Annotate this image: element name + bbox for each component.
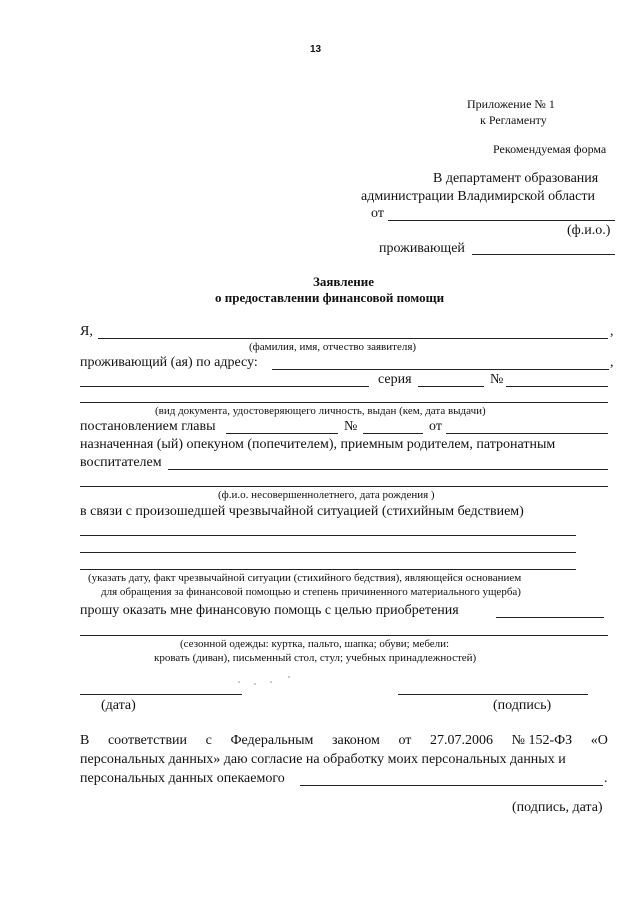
addressee-line-2: администрации Владимирской области xyxy=(361,189,595,204)
address-line xyxy=(272,369,609,370)
page-number: 13 xyxy=(310,44,322,55)
request-text: прошу оказать мне финансовую помощь с целью приобретения xyxy=(80,603,459,618)
educator-label: воспитателем xyxy=(80,455,162,470)
residing-label: проживающей xyxy=(379,241,465,256)
fio-hint: (ф.и.о.) xyxy=(567,223,611,238)
consent-word: В xyxy=(80,733,90,748)
consent-word: «О xyxy=(590,733,608,748)
emergency-line-1 xyxy=(80,535,576,536)
consent-word: от xyxy=(398,733,412,748)
consent-word: с xyxy=(205,733,212,748)
signature-line xyxy=(398,694,588,695)
items-line xyxy=(80,635,608,636)
form-subtitle: о предоставлении финансовой помощи xyxy=(215,290,445,305)
i-comma: , xyxy=(610,324,614,339)
decree-label: постановлением главы xyxy=(80,419,216,434)
decree-number-line xyxy=(363,433,423,434)
residing-line xyxy=(472,254,615,255)
document-hint: (вид документа, удостоверяющего личность, выдан (кем, дата выдачи) xyxy=(155,405,486,417)
form-title: Заявление xyxy=(313,274,375,289)
i-label: Я, xyxy=(80,324,93,339)
name-hint: (фамилия, имя, отчество заявителя) xyxy=(249,341,417,353)
address-line-2 xyxy=(80,386,369,387)
consent-line-2: персональных данных» даю согласие на обработку моих персональных данных и xyxy=(80,752,566,767)
address-label: проживающий (ая) по адресу: xyxy=(80,355,258,370)
regulation-label: к Регламенту xyxy=(480,113,547,127)
request-line xyxy=(496,617,604,618)
addressee-line-1: В департамент образования xyxy=(433,171,599,186)
consent-word: 27.07.2006 xyxy=(430,733,493,748)
consent-word: законом xyxy=(331,733,380,748)
consent-word: соответствии xyxy=(107,733,188,748)
educator-line xyxy=(168,469,608,470)
minor-hint: (ф.и.о. несовершеннолетнего, дата рождения ) xyxy=(218,489,435,501)
emergency-hint-2: для обращения за финансовой помощью и степень причиненного материального ущерба) xyxy=(101,586,521,598)
ward-data-line xyxy=(300,785,603,786)
date-line xyxy=(80,694,242,695)
consent-line-1 xyxy=(80,733,608,749)
emergency-text: в связи с произошедшей чрезвычайной ситуацией (стихийным бедствием) xyxy=(80,504,524,519)
emergency-line-2 xyxy=(80,552,576,553)
decree-line xyxy=(226,433,338,434)
consent-line-3-end: . xyxy=(604,771,608,786)
emergency-line-3 xyxy=(80,569,576,570)
applicant-name-line xyxy=(98,338,608,339)
items-hint-1: (сезонной одежды: куртка, пальто, шапка; обуви; мебели: xyxy=(180,638,450,650)
appointed-text: назначенная (ый) опекуном (попечителем), приемным родителем, патронатным xyxy=(80,437,556,452)
number-label: № xyxy=(490,372,504,387)
address-comma: , xyxy=(610,355,614,370)
date-label: (дата) xyxy=(101,698,136,713)
decree-date-line xyxy=(446,433,608,434)
document-line xyxy=(80,402,608,403)
number-line xyxy=(506,386,608,387)
consent-word: № 152-ФЗ xyxy=(511,733,573,748)
recommended-form-label: Рекомендуемая форма xyxy=(493,142,607,156)
from-label: от xyxy=(371,206,384,221)
consent-line-3-label: персональных данных опекаемого xyxy=(80,771,285,786)
items-hint-2: кровать (диван), письменный стол, стул; учебных принадлежностей) xyxy=(154,652,477,664)
appendix-label: Приложение № 1 xyxy=(467,97,555,111)
signature-date-label: (подпись, дата) xyxy=(512,800,603,815)
minor-line xyxy=(80,486,608,487)
series-label: серия xyxy=(378,372,412,387)
decree-number-label: № xyxy=(344,419,358,434)
decree-from-label: от xyxy=(429,419,442,434)
series-line xyxy=(418,386,484,387)
from-line xyxy=(388,220,615,221)
emergency-hint-1: (указать дату, факт чрезвычайной ситуации (стихийного бедствия), являющейся основанием xyxy=(88,572,522,584)
signature-label: (подпись) xyxy=(493,698,552,713)
consent-word: Федеральным xyxy=(230,733,314,748)
